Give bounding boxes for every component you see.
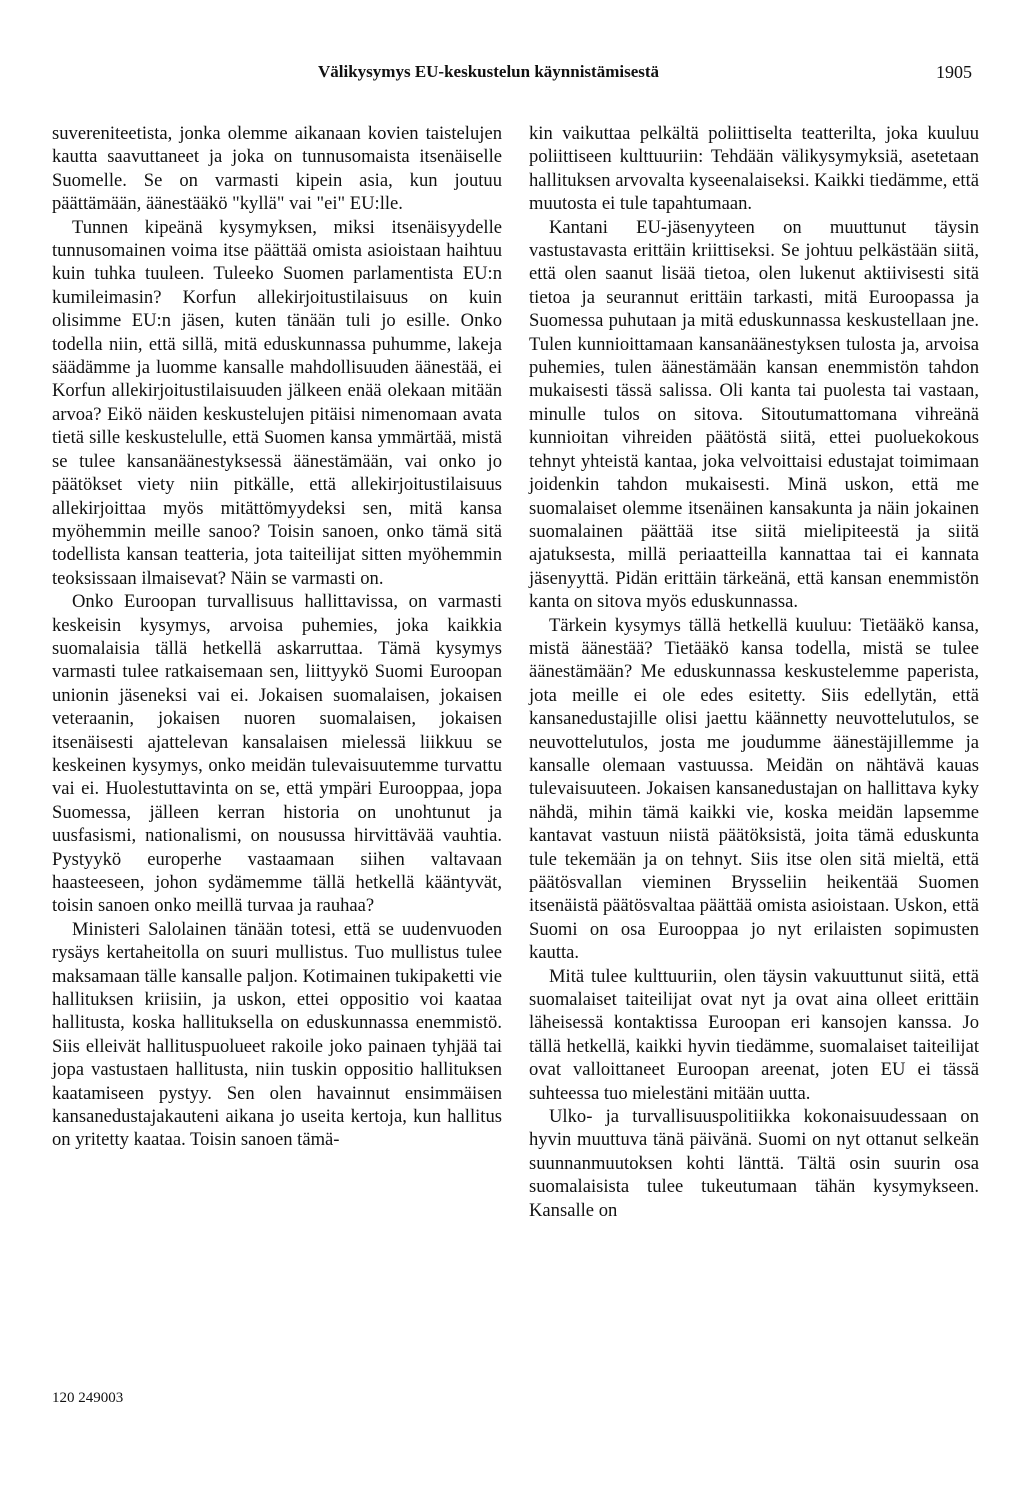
paragraph: Mitä tulee kulttuuriin, olen täysin vakuuttunut siitä, että suomalaiset taiteilijat ovat nyt ja ovat aina olleet erittäin läheisessä kontaktissa Euroopan eri kansojen kanssa. Jo tällä hetkellä, kaikki hyvin tiedämme, suomalaiset taiteilijat ovat valloittaneet Euroopan areenat, joten EU ei tässä suhteessa tuo mielestäni mitään uutta. [529,965,979,1104]
paragraph: Ministeri Salolainen tänään totesi, että se uudenvuoden rysäys kertaheitolla on suuri mullistus. Tuo mullistus tulee maksamaan tälle kansalle paljon. Kotimainen tukipaketti vie hallituksen kriisiin, ja uskon, ettei oppositio voi kaataa hallitusta, koska hallituksella on eduskunnassa enemmistö. Siis elleivät hallituspuolueet rakoile joko painaen tyhjää tai jopa vastustaen hallitusta, niin tuskin oppositio hallituksen kaatamiseen pystyy. Sen olen havainnut ensimmäisen kansanedustajakauteni aikana jo useita kertoja, kun hallitus on yritetty kaataa. Toisin sanoen tämä- [52,918,502,1151]
paragraph: suvereniteetista, jonka olemme aikanaan kovien taistelujen kautta saavuttaneet ja joka on tunnusomaista itsenäiselle Suomelle. Se on varmasti kipein asia, kun joutuu päättämään, äänestääkö "kyllä" vai "ei" EU:lle. [52,123,502,215]
print-code: 120 249003 [52,1390,124,1406]
left-column [52,122,502,1152]
paragraph: Tunnen kipeänä kysymyksen, miksi itsenäisyydelle tunnusomainen voima itse päättää omista asioistaan haihtuu kuin tuhka tuuleen. Tuleeko Suomen parlamentista EU:n kumileimasin? Korfun allekirjoitustilaisuus on kuin olisimme EU:n jäsen, kuten tänään tuli jo esille. Onko todella niin, että sillä, mitä eduskunnassa puhumme, lakeja säädämme ja luomme kansalle mahdollisuuden äänestää, ei Korfun allekirjoitustilaisuuden jälkeen enää olekaan mitään arvoa? Eikö näiden keskustelujen pitäisi nimenomaan avata tietä sille keskustelulle, että Suomen kansa ymmärtää, mistä se tulee kansanäänestyksessä äänestämään, vai onko jo päätökset viety niin pitkälle, että allekirjoitustilaisuus allekirjoittaa myös mitättömyydeksi sen, mitä kansa myöhemmin meille sanoo? Toisin sanoen, onko tämä sitä todellista kansan teatteria, jota taiteilijat sitten myöhemmin teoksissaan ilmaisevat? Näin se varmasti on. [52,216,502,589]
running-title: Välikysymys EU-keskustelun käynnistämisestä [318,62,660,81]
paragraph: Tärkein kysymys tällä hetkellä kuuluu: Tietääkö kansa, mistä äänestää? Tietääkö kansa todella, mistä se tulee äänestämään? Me eduskunnassa keskustelemme paperista, jota meille ei ole edes esitetty. Siis edellytän, että kansanedustajille olisi jaettu käännetty neuvottelutulos, se neuvottelutulos, josta me joudumme äänestäjillemme ja kansalle olemaan vastuussa. Meidän on nähtävä kauas tulevaisuuteen. Jokaisen kansanedustajan on hallittava kyky nähdä, mihin tämä kaikki vie, koska meidän lapsemme kantavat vastuun niistä päätöksistä, joita tämä eduskunta tule tekemään ja on tehnyt. Siis itse olen sitä mieltä, että päätösvallan vieminen Brysseliin heikentää Suomen itsenäistä päätösvaltaa päättää omista asioistaan. Uskon, että Suomi on osa Eurooppaa jo nyt erilaisten sopimusten kautta. [529,614,979,964]
paragraph: Kantani EU-jäsenyyteen on muuttunut täysin vastustavasta erittäin kriittiseksi. Se johtuu pelkästään siitä, että olen saanut lisää tietoa, olen lukenut aktiivisesti sitä tietoa ja seurannut erittäin tarkasti, mitä Euroopassa ja Suomessa puhutaan ja mitä eduskunnassa keskustellaan jne. Tulen kunnioittamaan kansanäänestyksen tulosta ja, arvoisa puhemies, tulen äänestämään kansan enemmistön tahdon mukaisesti tässä salissa. Oli kanta tai puolesta tai vastaan, minulle tulos on sitova. Sitoutumattomana vihreänä kunnioitan vihreiden päätöstä siitä, ettei puoluekokous tehnyt yhteistä kantaa, joka velvoittaisi edustajat toimimaan joidenkin tahdon mukaisesti. Minä uskon, että me suomalaiset olemme itsenäinen kansakunta ja näin jokainen suomalainen päättää itse siitä mielipiteestä ja siitä ajatuksesta, millä periaatteilla kannattaa tai ei kannata jäsenyyttä. Pidän erittäin tärkeänä, että kansan enemmistön kanta on sitova myös eduskunnassa. [529,216,979,613]
paragraph: kin vaikuttaa pelkältä poliittiselta teatterilta, joka kuuluu poliittiseen kulttuuriin: Tehdään välikysymyksiä, asetetaan hallituksen arvovalta kyseenalaiseksi. Kaikki tiedämme, että muutosta ei tule tapahtumaan. [529,123,979,215]
page-number: 1905 [936,62,972,82]
paragraph: Onko Euroopan turvallisuus hallittavissa, on varmasti keskeisin kysymys, arvoisa puhemies, joka kaikkia suomalaisia tällä hetkellä askarruttaa. Tämä kysymys varmasti tulee ratkaisemaan sen, liittyykö Suomi Euroopan unionin jäseneksi vai ei. Jokaisen suomalaisen, jokaisen veteraanin, jokaisen nuoren suomalaisen, jokaisen itsenäisesti ajattelevan kansalaisen mielessä liikkuu se keskeinen kysymys, onko meidän tulevaisuutemme turvattu vai ei. Huolestuttavinta on se, että ympäri Eurooppaa, jopa Suomessa, jälleen kerran historia on unohtunut ja uusfasismi, nationalismi, on nousussa hirvittävää vauhtia. Pystyykö europerhe vastaamaan siihen valtavaan haasteeseen, johon sydämemme tällä hetkellä kääntyvät, toisin sanoen onko meillä turvaa ja rauhaa? [52,591,502,917]
paragraph: Ulko- ja turvallisuuspolitiikka kokonaisuudessaan on hyvin muuttuva tänä päivänä. Suomi on nyt ottanut selkeän suunnanmuutoksen kohti länttä. Tältä osin suurin osa suomalaisista tulee tukeutumaan tähän kysymykseen. Kansalle on [529,1106,979,1221]
right-column [529,122,979,1222]
